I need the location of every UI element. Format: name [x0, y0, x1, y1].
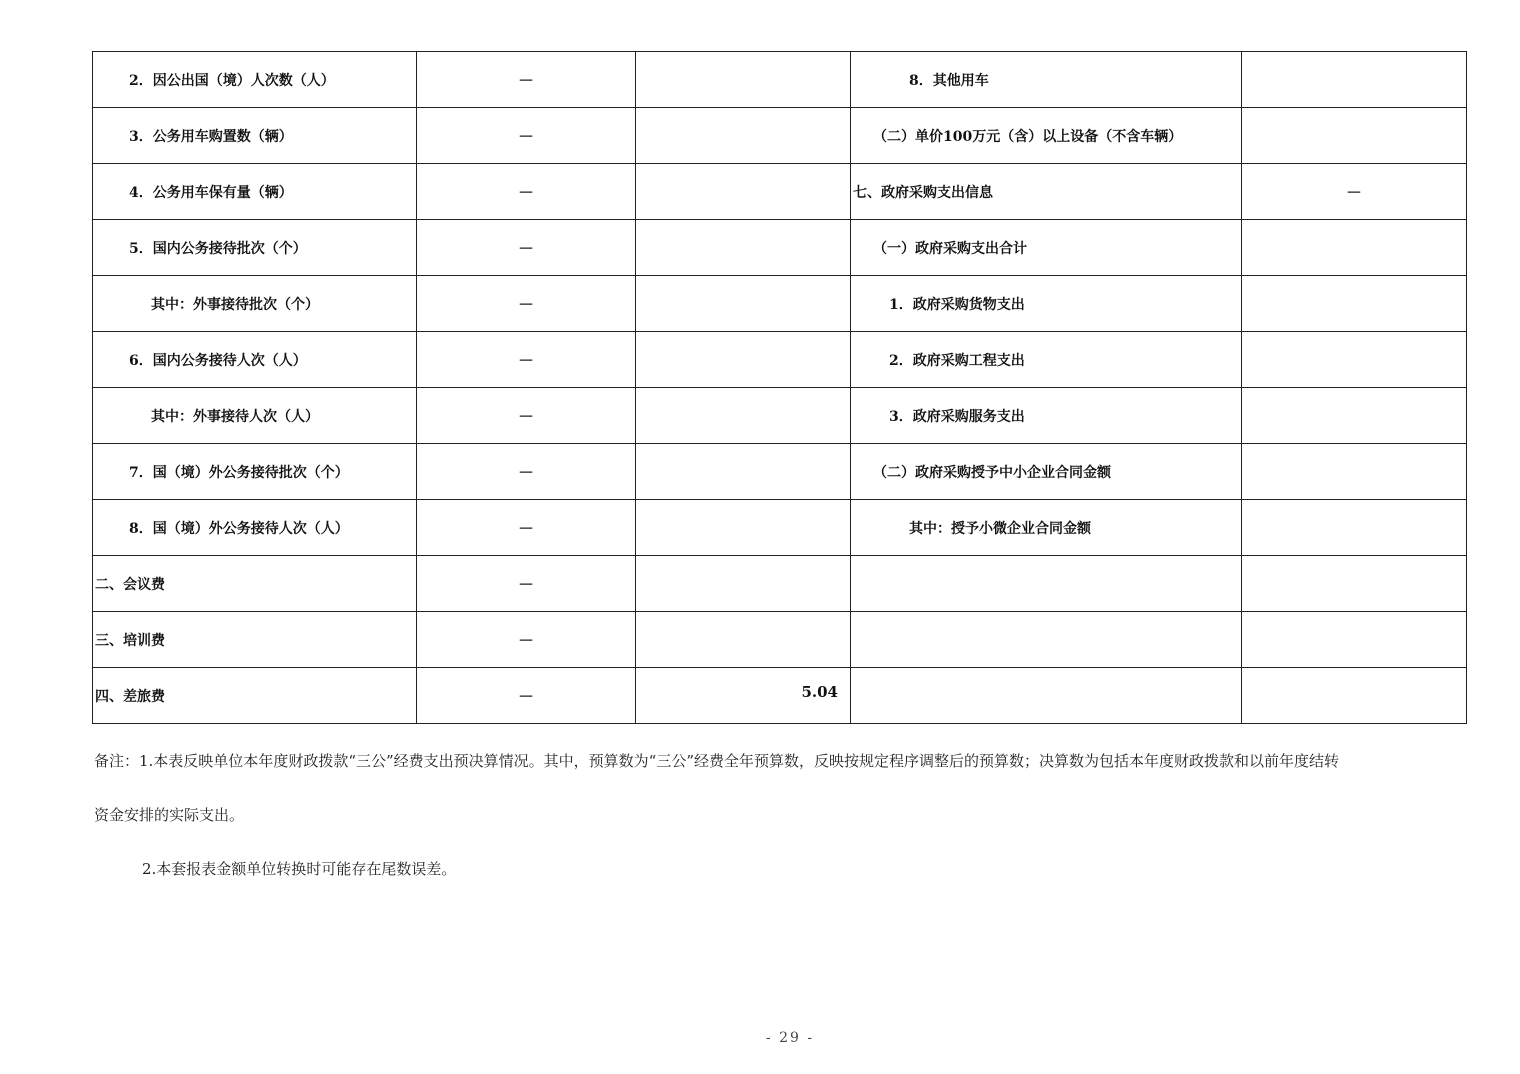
right-label [851, 668, 1242, 724]
table-row [93, 52, 1467, 108]
right-label [851, 556, 1242, 612]
dash-cell: — [417, 444, 636, 500]
right-value-cell [1242, 444, 1467, 500]
row-label: 其中：外事接待人次（人） [93, 388, 417, 444]
dash-cell: — [417, 668, 636, 724]
right-label: 2．政府采购工程支出 [851, 332, 1242, 388]
right-label: （二）单价100万元（含）以上设备（不含车辆） [851, 108, 1242, 164]
row-label: 2．因公出国（境）人次数（人） [93, 52, 417, 108]
right-label: 1．政府采购货物支出 [851, 276, 1242, 332]
table-row [93, 444, 1467, 500]
right-value-cell: — [1242, 164, 1467, 220]
value-cell [636, 220, 851, 276]
table-row [93, 612, 1467, 668]
dash-cell: — [417, 276, 636, 332]
right-label: 3．政府采购服务支出 [851, 388, 1242, 444]
table-row [93, 220, 1467, 276]
dash-cell: — [417, 332, 636, 388]
notes-section [94, 748, 1494, 882]
table-row [93, 164, 1467, 220]
right-label: 其中：授予小微企业合同金额 [851, 500, 1242, 556]
right-label: 七、政府采购支出信息 [851, 164, 1242, 220]
right-label: 8．其他用车 [851, 52, 1242, 108]
value-cell: 5.04 [636, 668, 851, 724]
note-line: 资金安排的实际支出。 [94, 806, 245, 824]
row-label: 其中：外事接待批次（个） [93, 276, 417, 332]
right-value-cell [1242, 668, 1467, 724]
right-value-cell [1242, 52, 1467, 108]
dash-cell: — [417, 108, 636, 164]
row-label: 三、培训费 [93, 612, 417, 668]
right-value-cell [1242, 556, 1467, 612]
right-label: （二）政府采购授予中小企业合同金额 [851, 444, 1242, 500]
note-line: 2.本套报表金额单位转换时可能存在尾数误差。 [142, 860, 457, 878]
table-row [93, 332, 1467, 388]
value-cell [636, 276, 851, 332]
table-row [93, 276, 1467, 332]
table-row [93, 388, 1467, 444]
right-value-cell [1242, 220, 1467, 276]
value-cell [636, 164, 851, 220]
dash-cell: — [417, 556, 636, 612]
dash-cell: — [417, 220, 636, 276]
table-row [93, 500, 1467, 556]
value-cell [636, 612, 851, 668]
page-number: - 29 - [765, 1030, 815, 1046]
right-value-cell [1242, 108, 1467, 164]
value-cell [636, 444, 851, 500]
dash-cell: — [417, 164, 636, 220]
row-label: 5．国内公务接待批次（个） [93, 220, 417, 276]
row-label: 四、差旅费 [93, 668, 417, 724]
dash-cell: — [417, 500, 636, 556]
row-label: 7．国（境）外公务接待批次（个） [93, 444, 417, 500]
value-cell [636, 52, 851, 108]
value-cell [636, 332, 851, 388]
right-value-cell [1242, 388, 1467, 444]
row-label: 6．国内公务接待人次（人） [93, 332, 417, 388]
right-value-cell [1242, 332, 1467, 388]
right-value-cell [1242, 500, 1467, 556]
table-row [93, 668, 1467, 724]
dash-cell: — [417, 612, 636, 668]
dash-cell: — [417, 388, 636, 444]
row-label: 3．公务用车购置数（辆） [93, 108, 417, 164]
row-label: 二、会议费 [93, 556, 417, 612]
value-cell [636, 500, 851, 556]
right-label: （一）政府采购支出合计 [851, 220, 1242, 276]
note-line: 备注：1.本表反映单位本年度财政拨款“三公”经费支出预决算情况。其中，预算数为“三公”经费全年预算数，反映按规定程序调整后的预算数；决算数为包括本年度财政拨款和以前年度结转 [94, 752, 1339, 770]
value-cell [636, 556, 851, 612]
table-row [93, 556, 1467, 612]
value-cell [636, 108, 851, 164]
budget-table [92, 51, 1467, 724]
value-cell [636, 388, 851, 444]
right-value-cell [1242, 276, 1467, 332]
row-label: 4．公务用车保有量（辆） [93, 164, 417, 220]
table-row [93, 108, 1467, 164]
row-label: 8．国（境）外公务接待人次（人） [93, 500, 417, 556]
right-value-cell [1242, 612, 1467, 668]
dash-cell: — [417, 52, 636, 108]
right-label [851, 612, 1242, 668]
